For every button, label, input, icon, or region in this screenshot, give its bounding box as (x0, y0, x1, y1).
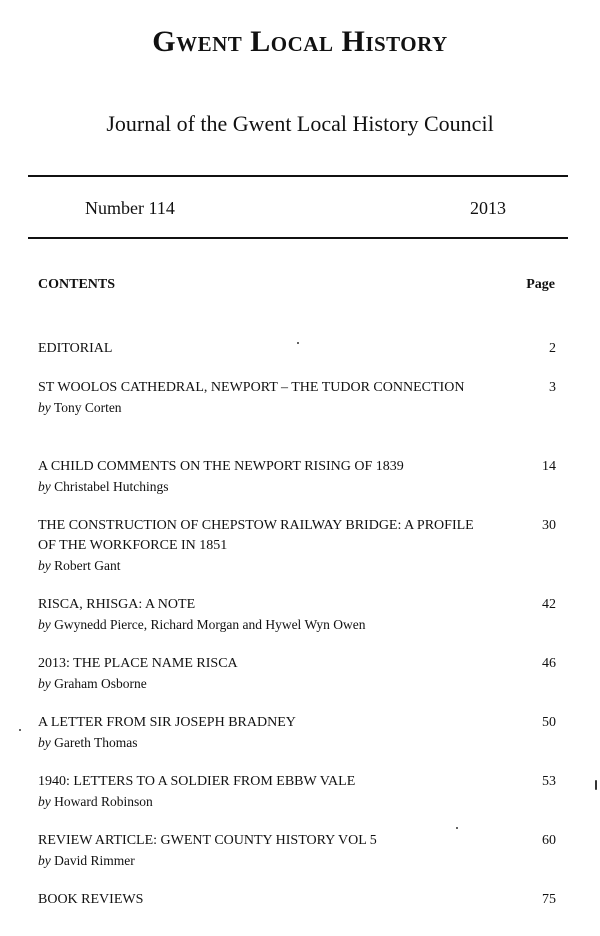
entry-author-line (38, 674, 558, 694)
entry-author-line (38, 851, 558, 871)
top-divider (28, 175, 568, 177)
entry-title: ST WOOLOS CATHEDRAL, NEWPORT – THE TUDOR CONNECTION (38, 380, 465, 395)
entry-author-line (38, 398, 558, 418)
entry-by: by (38, 794, 51, 809)
entry-author-line (38, 615, 558, 635)
entry-by: by (38, 617, 51, 632)
bottom-divider (28, 237, 568, 239)
issue-number: Number 114 (85, 198, 175, 218)
entry-by: by (38, 853, 51, 868)
entry-page-number: 3 (549, 380, 556, 395)
entry-title: BOOK REVIEWS (38, 892, 144, 907)
scan-speck (456, 827, 458, 829)
contents-entry-bradney-letter (38, 713, 558, 753)
entry-title: 2013: THE PLACE NAME RISCA (38, 656, 238, 671)
entry-title: THE CONSTRUCTION OF CHEPSTOW RAILWAY BRIDGE: A PROFILE OF THE WORKFORCE IN 1851 (38, 518, 474, 553)
entry-author-line (38, 733, 558, 753)
contents-heading: CONTENTS (38, 277, 116, 292)
contents-entry-place-name-risca (38, 654, 558, 694)
scan-speck (297, 342, 299, 344)
contents-entry-risca-note (38, 595, 558, 635)
contents-entry-chepstow-bridge (38, 516, 558, 576)
entry-by: by (38, 676, 51, 691)
journal-subtitle: Journal of the Gwent Local History Council (106, 111, 494, 136)
contents-entry-st-woolos (38, 378, 558, 418)
entry-page-number: 30 (542, 518, 556, 533)
entry-title: A LETTER FROM SIR JOSEPH BRADNEY (38, 715, 296, 730)
entry-author-line (38, 477, 558, 497)
contents-entry-ebbw-vale-letters (38, 772, 558, 812)
entry-author: Gwynedd Pierce, Richard Morgan and Hywel Wyn Owen (54, 617, 366, 632)
entry-title: EDITORIAL (38, 341, 113, 356)
entry-page-number: 42 (542, 597, 556, 612)
entry-by: by (38, 400, 51, 415)
entry-author: Robert Gant (54, 558, 121, 573)
entry-page-number: 60 (542, 833, 556, 848)
entry-title: REVIEW ARTICLE: GWENT COUNTY HISTORY VOL 5 (38, 833, 377, 848)
entry-author-line (38, 792, 558, 812)
entry-author: Tony Corten (53, 400, 122, 415)
entry-page-number: 14 (542, 459, 556, 474)
entry-author: Howard Robinson (54, 794, 153, 809)
contents-entry-review-article (38, 831, 558, 871)
entry-by: by (38, 479, 51, 494)
entry-title: 1940: LETTERS TO A SOLDIER FROM EBBW VALE (38, 774, 356, 789)
entry-author: Graham Osborne (54, 676, 147, 691)
entry-page-number: 50 (542, 715, 556, 730)
scan-speck (19, 729, 21, 731)
entry-author: David Rimmer (54, 853, 135, 868)
issue-year: 2013 (470, 198, 506, 218)
journal-title: Gwent Local History (152, 25, 448, 58)
entry-by: by (38, 735, 51, 750)
entry-page-number: 75 (542, 892, 556, 907)
contents-entry-child-comments (38, 457, 558, 497)
entry-title: A CHILD COMMENTS ON THE NEWPORT RISING OF 1839 (38, 459, 404, 474)
entry-by: by (38, 558, 51, 573)
entry-author-line (38, 556, 558, 576)
page-column-heading: Page (526, 277, 555, 292)
entry-author: Christabel Hutchings (54, 479, 169, 494)
entry-page-number: 53 (542, 774, 556, 789)
entry-author: Gareth Thomas (54, 735, 138, 750)
entry-page-number: 46 (542, 656, 556, 671)
contents-entry-book-reviews (38, 890, 558, 910)
entry-page-number: 2 (549, 341, 556, 356)
entry-title: RISCA, RHISGA: A NOTE (38, 597, 196, 612)
scan-speck (595, 780, 597, 790)
